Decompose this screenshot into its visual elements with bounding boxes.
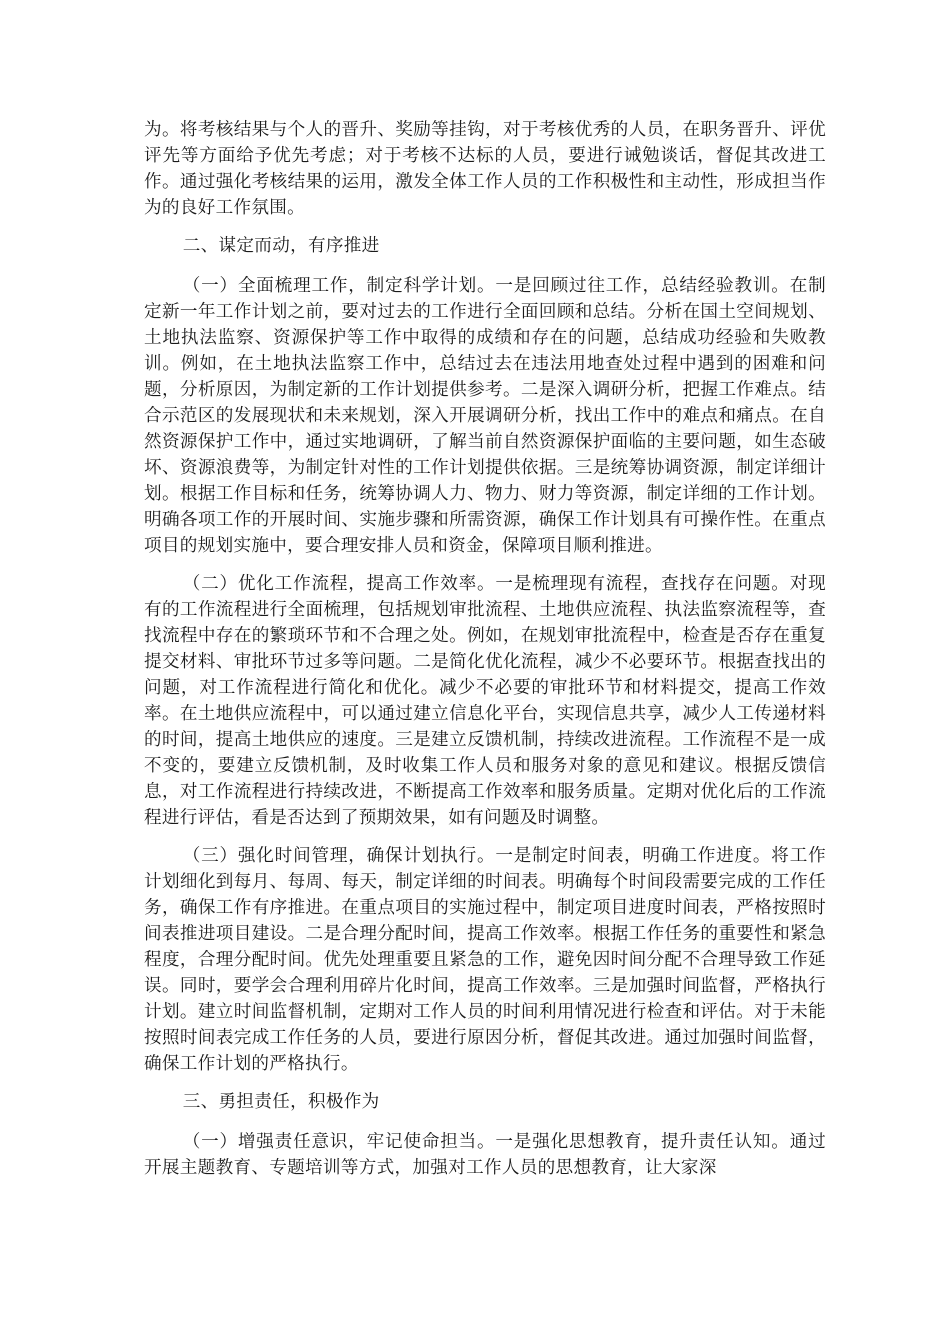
section-heading-3: 三、勇担责任，积极作为 bbox=[182, 1092, 380, 1112]
paragraph-assessment-continuation: 为。将考核结果与个人的晋升、奖励等挂钩，对于考核优秀的人员，在职务晋升、评优评先等方面给予优先考虑；对于考核不达标的人员，要进行诫勉谈话，督促其改进工作。通过强化考核结果的运用，激发全体工作人员的工作积极性和主动性，形成担当作为的良好工作氛围。 bbox=[144, 120, 826, 218]
paragraph-responsibility: （一）增强责任意识，牢记使命担当。一是强化思想教育，提升责任认知。通过开展主题教育、专题培训等方式，加强对工作人员的思想教育，让大家深 bbox=[144, 1132, 826, 1178]
paragraph-time-management: （三）强化时间管理，确保计划执行。一是制定时间表，明确工作进度。将工作计划细化到每月、每周、每天，制定详细的时间表。明确每个时间段需要完成的工作任务，确保工作有序推进。在重点项目的实施过程中，制定项目进度时间表，严格按照时间表推进项目建设。二是合理分配时间，提高工作效率。根据工作任务的重要性和紧急程度，合理分配时间。优先处理重要且紧急的工作，避免因时间分配不合理导致工作延误。同时，要学会合理利用碎片化时间，提高工作效率。三是加强时间监督，严格执行计划。建立时间监督机制，定期对工作人员的时间利用情况进行检查和评估。对于未能按照时间表完成工作任务的人员，要进行原因分析，督促其改进。通过加强时间监督，确保工作计划的严格执行。 bbox=[144, 846, 826, 1074]
paragraph-optimize-process: （二）优化工作流程，提高工作效率。一是梳理现有流程，查找存在问题。对现有的工作流程进行全面梳理，包括规划审批流程、土地供应流程、执法监察流程等，查找流程中存在的繁琐环节和不合理之处。例如，在规划审批流程中，检查是否存在重复提交材料、审批环节过多等问题。二是简化优化流程，减少不必要环节。根据查找出的问题，对工作流程进行简化和优化。减少不必要的审批环节和材料提交，提高工作效率。在土地供应流程中，可以通过建立信息化平台，实现信息共享，减少人工传递材料的时间，提高土地供应的速度。三是建立反馈机制，持续改进流程。工作流程不是一成不变的，要建立反馈机制，及时收集工作人员和服务对象的意见和建议。根据反馈信息，对工作流程进行持续改进，不断提高工作效率和服务质量。定期对优化后的工作流程进行评估，看是否达到了预期效果，如有问题及时调整。 bbox=[144, 574, 826, 828]
document-body bbox=[144, 117, 826, 1193]
paragraph-plan-work: （一）全面梳理工作，制定科学计划。一是回顾过往工作，总结经验教训。在制定新一年工作计划之前，要对过去的工作进行全面回顾和总结。分析在国土空间规划、土地执法监察、资源保护等工作中取得的成绩和存在的问题，总结成功经验和失败教训。例如，在土地执法监察工作中，总结过去在违法用地查处过程中遇到的困难和问题，分析原因，为制定新的工作计划提供参考。二是深入调研分析，把握工作难点。结合示范区的发展现状和未来规划，深入开展调研分析，找出工作中的难点和痛点。在自然资源保护工作中，通过实地调研，了解当前自然资源保护面临的主要问题，如生态破坏、资源浪费等，为制定针对性的工作计划提供依据。三是统筹协调资源，制定详细计划。根据工作目标和任务，统筹协调人力、物力、财力等资源，制定详细的工作计划。明确各项工作的开展时间、实施步骤和所需资源，确保工作计划具有可操作性。在重点项目的规划实施中，要合理安排人员和资金，保障项目顺利推进。 bbox=[144, 276, 826, 556]
section-heading-2: 二、谋定而动，有序推进 bbox=[182, 236, 380, 256]
